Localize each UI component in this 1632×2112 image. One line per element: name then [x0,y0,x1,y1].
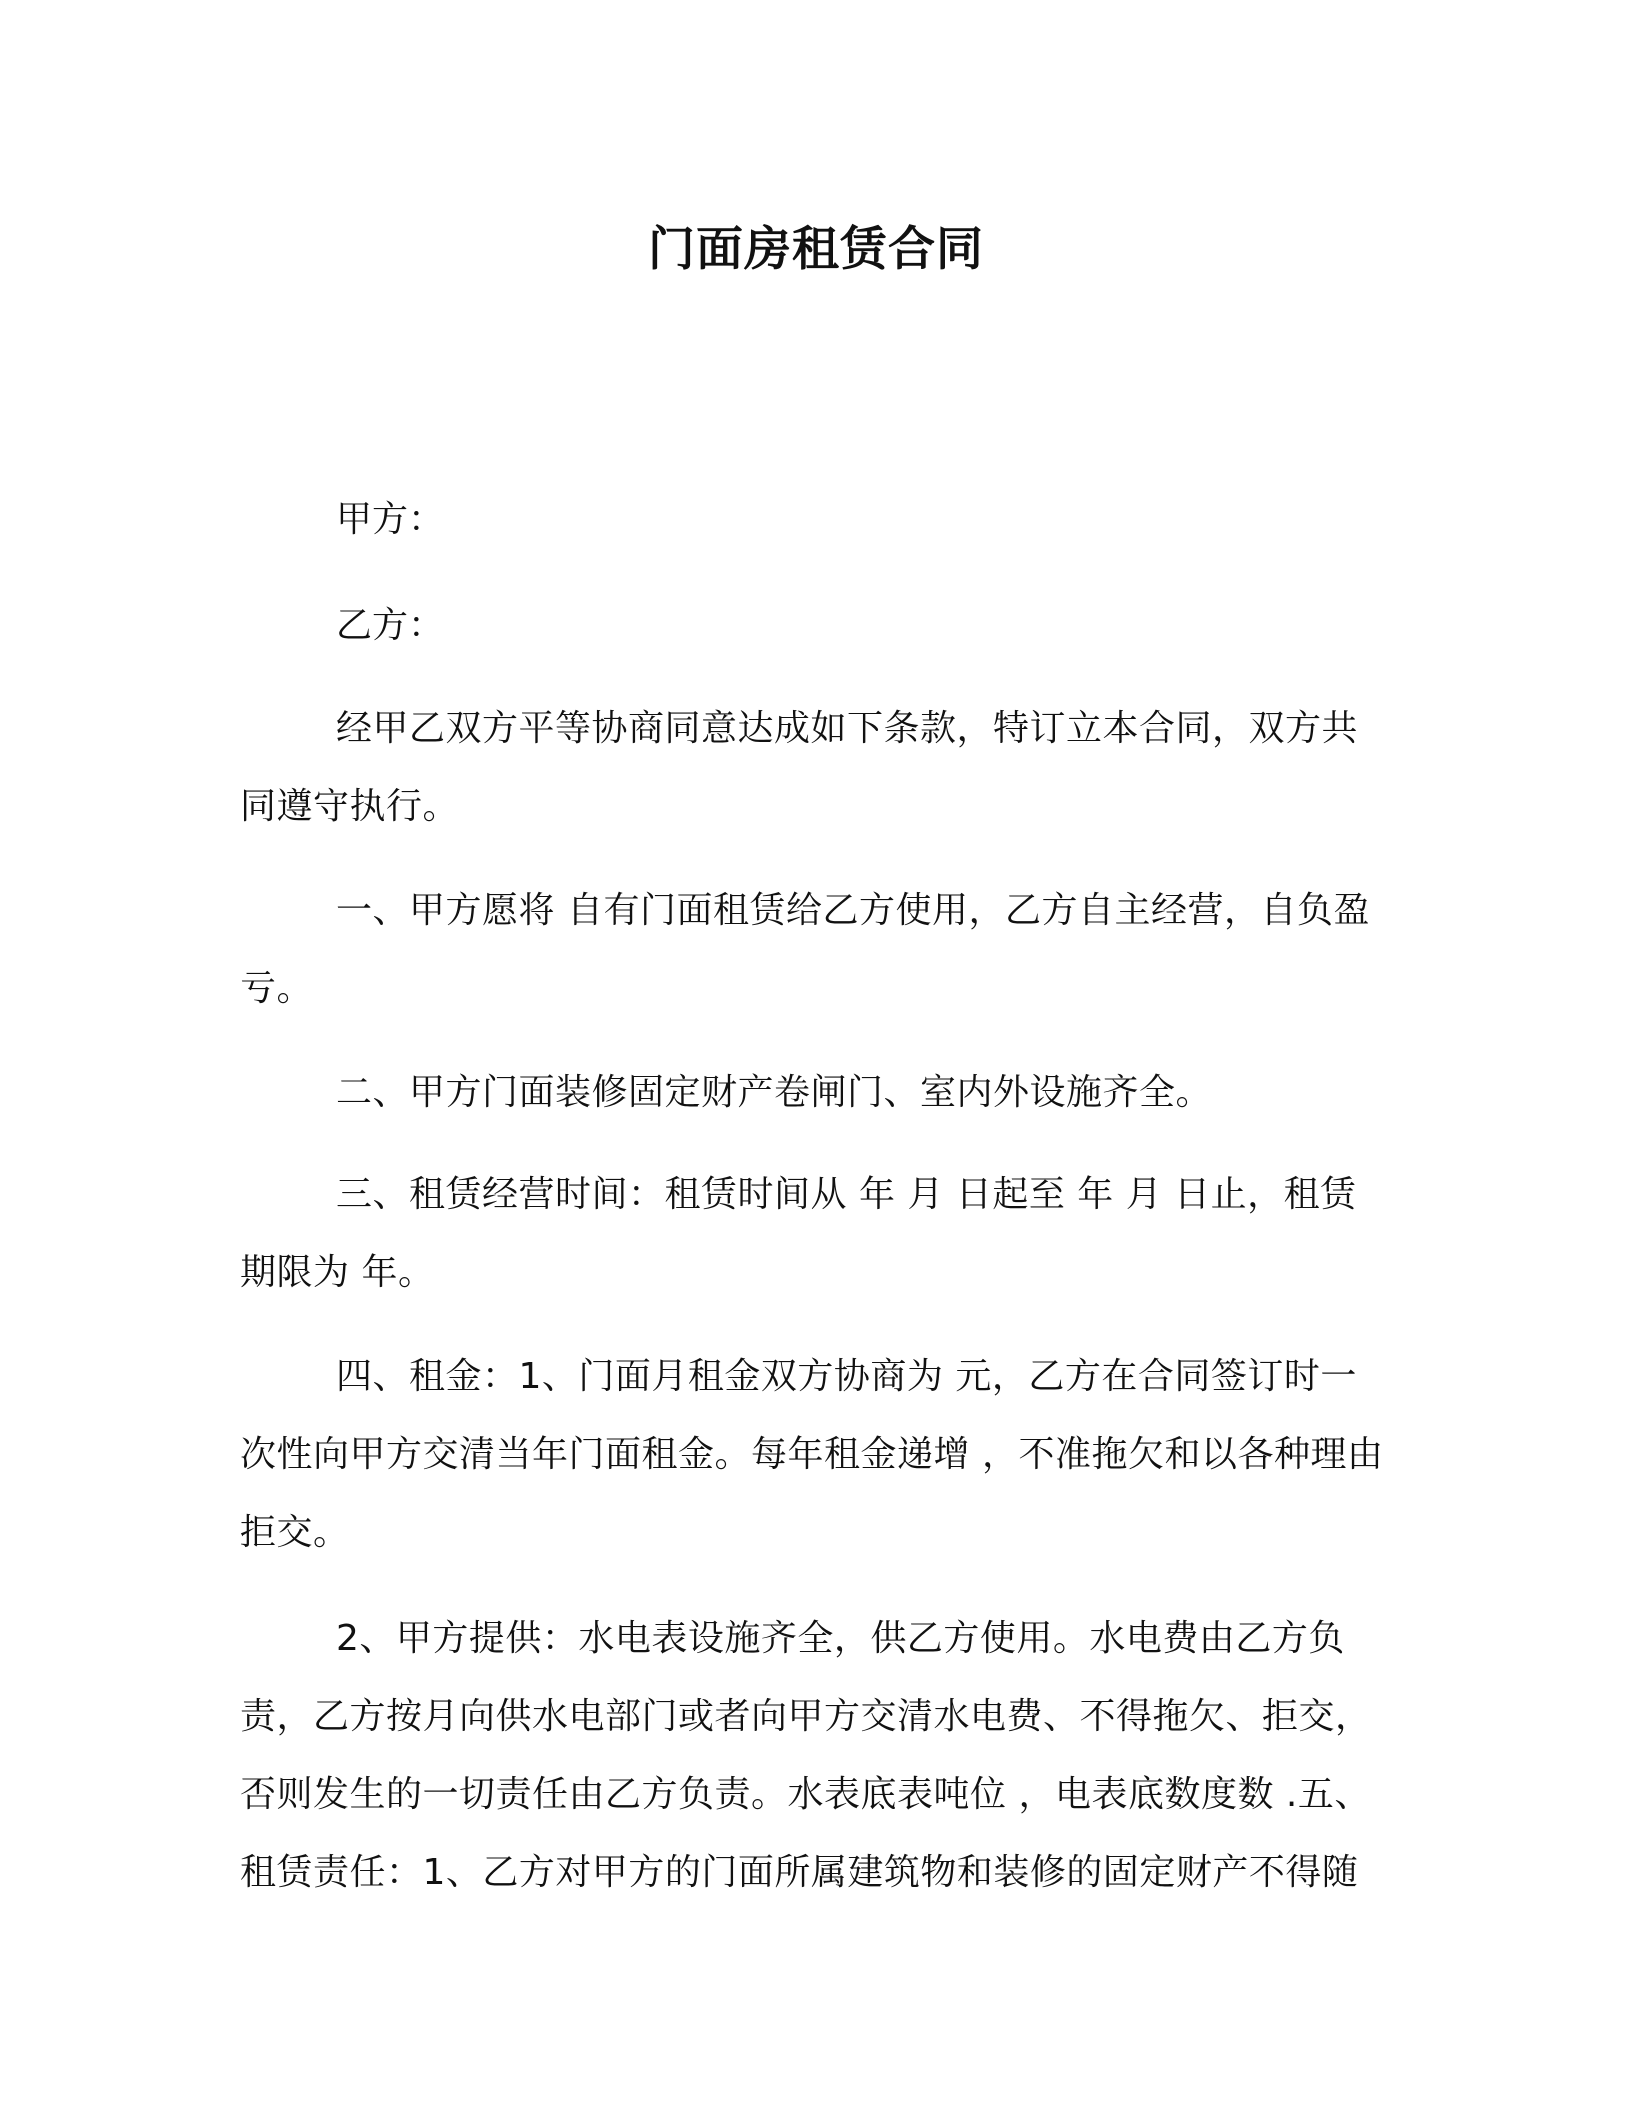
intro-paragraph [240,690,1390,846]
paragraph-clause-4: 四、租金：1、门面月租金双方协商为 元，乙方在合同签订时一次性向甲方交清当年门面租金。每年租金递增 ，不准拖欠和以各种理由拒交。 [240,1356,1384,1553]
party-a-label: 甲方： [336,499,445,540]
paragraph-clause-2: 二、甲方门面装修固定财产卷闸门、室内外设施齐全。 [336,1072,1213,1113]
clause-utilities [240,1600,1390,1912]
paragraph-utilities: 2、甲方提供：水电表设施齐全，供乙方使用。水电费由乙方负责，乙方按月向供水电部门或者向甲方交清水电费、不得拖欠、拒交，否则发生的一切责任由乙方负责。水表底表吨位 ，电表底数度数 .五、租赁责任：1、乙方对甲方的门面所属建筑物和装修的固定财产不得随 [240,1618,1372,1893]
clause-one [240,872,1390,1028]
clause-two [240,1054,1390,1132]
paragraph-clause-3: 三、租赁经营时间：租赁时间从 年 月 日起至 年 月 日止，租赁期限为 年。 [240,1174,1357,1293]
party-b-label: 乙方： [336,605,445,646]
clause-four [240,1338,1390,1572]
document-title: 门面房租赁合同 [648,222,984,277]
clause-three [240,1156,1390,1312]
paragraph-clause-1: 一、甲方愿将 自有门面租赁给乙方使用，乙方自主经营，自负盈亏。 [240,890,1370,1009]
paragraph-intro: 经甲乙双方平等协商同意达成如下条款，特订立本合同，双方共同遵守执行。 [240,708,1359,827]
